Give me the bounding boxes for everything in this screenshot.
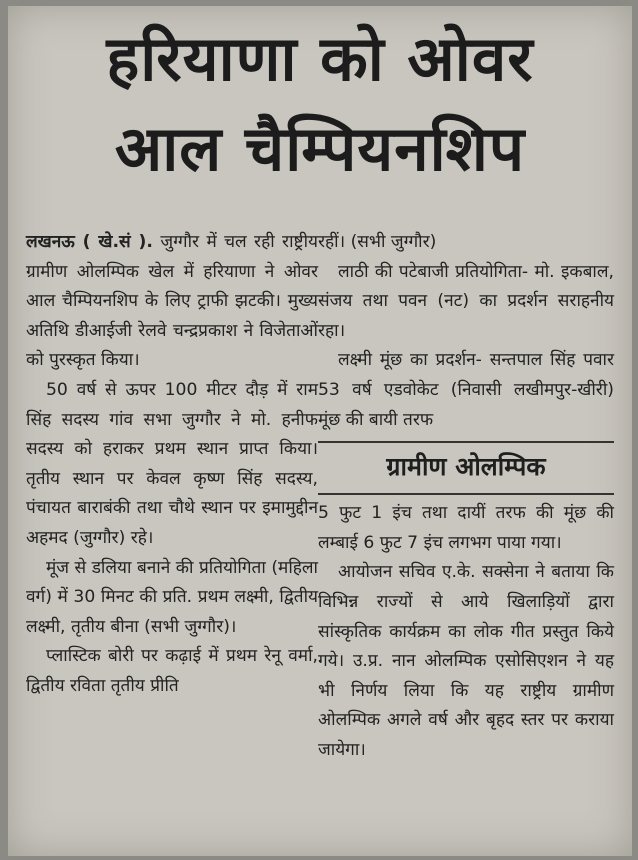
divider	[318, 441, 614, 443]
divider	[318, 493, 614, 495]
subheading: ग्रामीण ओलम्पिक	[386, 452, 546, 482]
paragraph: 5 फुट 1 इंच तथा दायीं तरफ की मूंछ की लम्बाई 6 फुट 7 इंच लगभग पाया गया।	[318, 503, 614, 553]
paragraph: लक्ष्मी मूंछ का प्रदर्शन- सन्तपाल सिंह पवार 53 वर्ष एडवोकेट (निवासी लखीमपुर-खीरी) मूंछ की बायी तरफ	[318, 350, 614, 430]
paragraph: लाठी की पटेबाजी प्रतियोगिता- मो. इकबाल, संजय तथा पवन (नट) का प्रदर्शन सराहनीय रहा।	[318, 261, 614, 341]
right-column	[318, 228, 614, 766]
dateline: लखनऊ ( खे.सं ).	[26, 232, 153, 252]
paragraph-text: जुग्गौर में चल रही राष्ट्रीय ग्रामीण ओलम्पिक खेल में हरियाणा ने ओवर आल चैम्पियनशिप के लिए ट्राफी झटकी। मुख्य अतिथि डीआईजी रेलवे चन्द्रप्रकाश ने विजेताओं को पुरस्कृत किया।	[26, 232, 318, 371]
paragraph: प्लास्टिक बोरी पर कढ़ाई में प्रथम रेनू वर्मा, द्वितीय रविता तृतीय प्रीति	[26, 646, 318, 696]
paragraph	[26, 228, 318, 376]
paragraph: आयोजन सचिव ए.के. सक्सेना ने बताया कि विभिन्न राज्यों से आये खिलाड़ियों द्वारा सांस्कृतिक कार्यक्रम का लोक गीत प्रस्तुत किये गये। उ.प्र. नान ओलम्पिक एसोसिएशन ने यह भी निर्णय लिया कि यह राष्ट्रीय ग्रामीण ओलम्पिक अगले वर्ष और बृहद स्तर पर कराया जायेगा।	[318, 562, 614, 760]
paragraph: रहीं। (सभी जुग्गौर)	[318, 232, 437, 252]
paragraph: मूंज से डलिया बनाने की प्रतियोगिता (महिला वर्ग) में 30 मिनट की प्रति. प्रथम लक्ष्मी, द्वितीय लक्ष्मी, तृतीय बीना (सभी जुग्गौर)।	[26, 557, 318, 637]
left-column	[26, 228, 318, 702]
headline-line-2: आल चैम्पियनशिप	[114, 112, 526, 185]
paragraph: 50 वर्ष से ऊपर 100 मीटर दौड़ में राम सिंह सदस्य गांव सभा जुग्गौर ने मो. हनीफ सदस्य को हराकर प्रथम स्थान प्राप्त किया। तृतीय स्थान पर केवल कृष्ण सिंह सदस्य, पंचायत बाराबंकी तथा चौथे स्थान पर इमामुद्दीन अहमद (जुग्गौर) रहे।	[26, 379, 318, 548]
headline-line-1: हरियाणा को ओवर	[106, 22, 534, 95]
newspaper-clipping	[8, 6, 632, 856]
